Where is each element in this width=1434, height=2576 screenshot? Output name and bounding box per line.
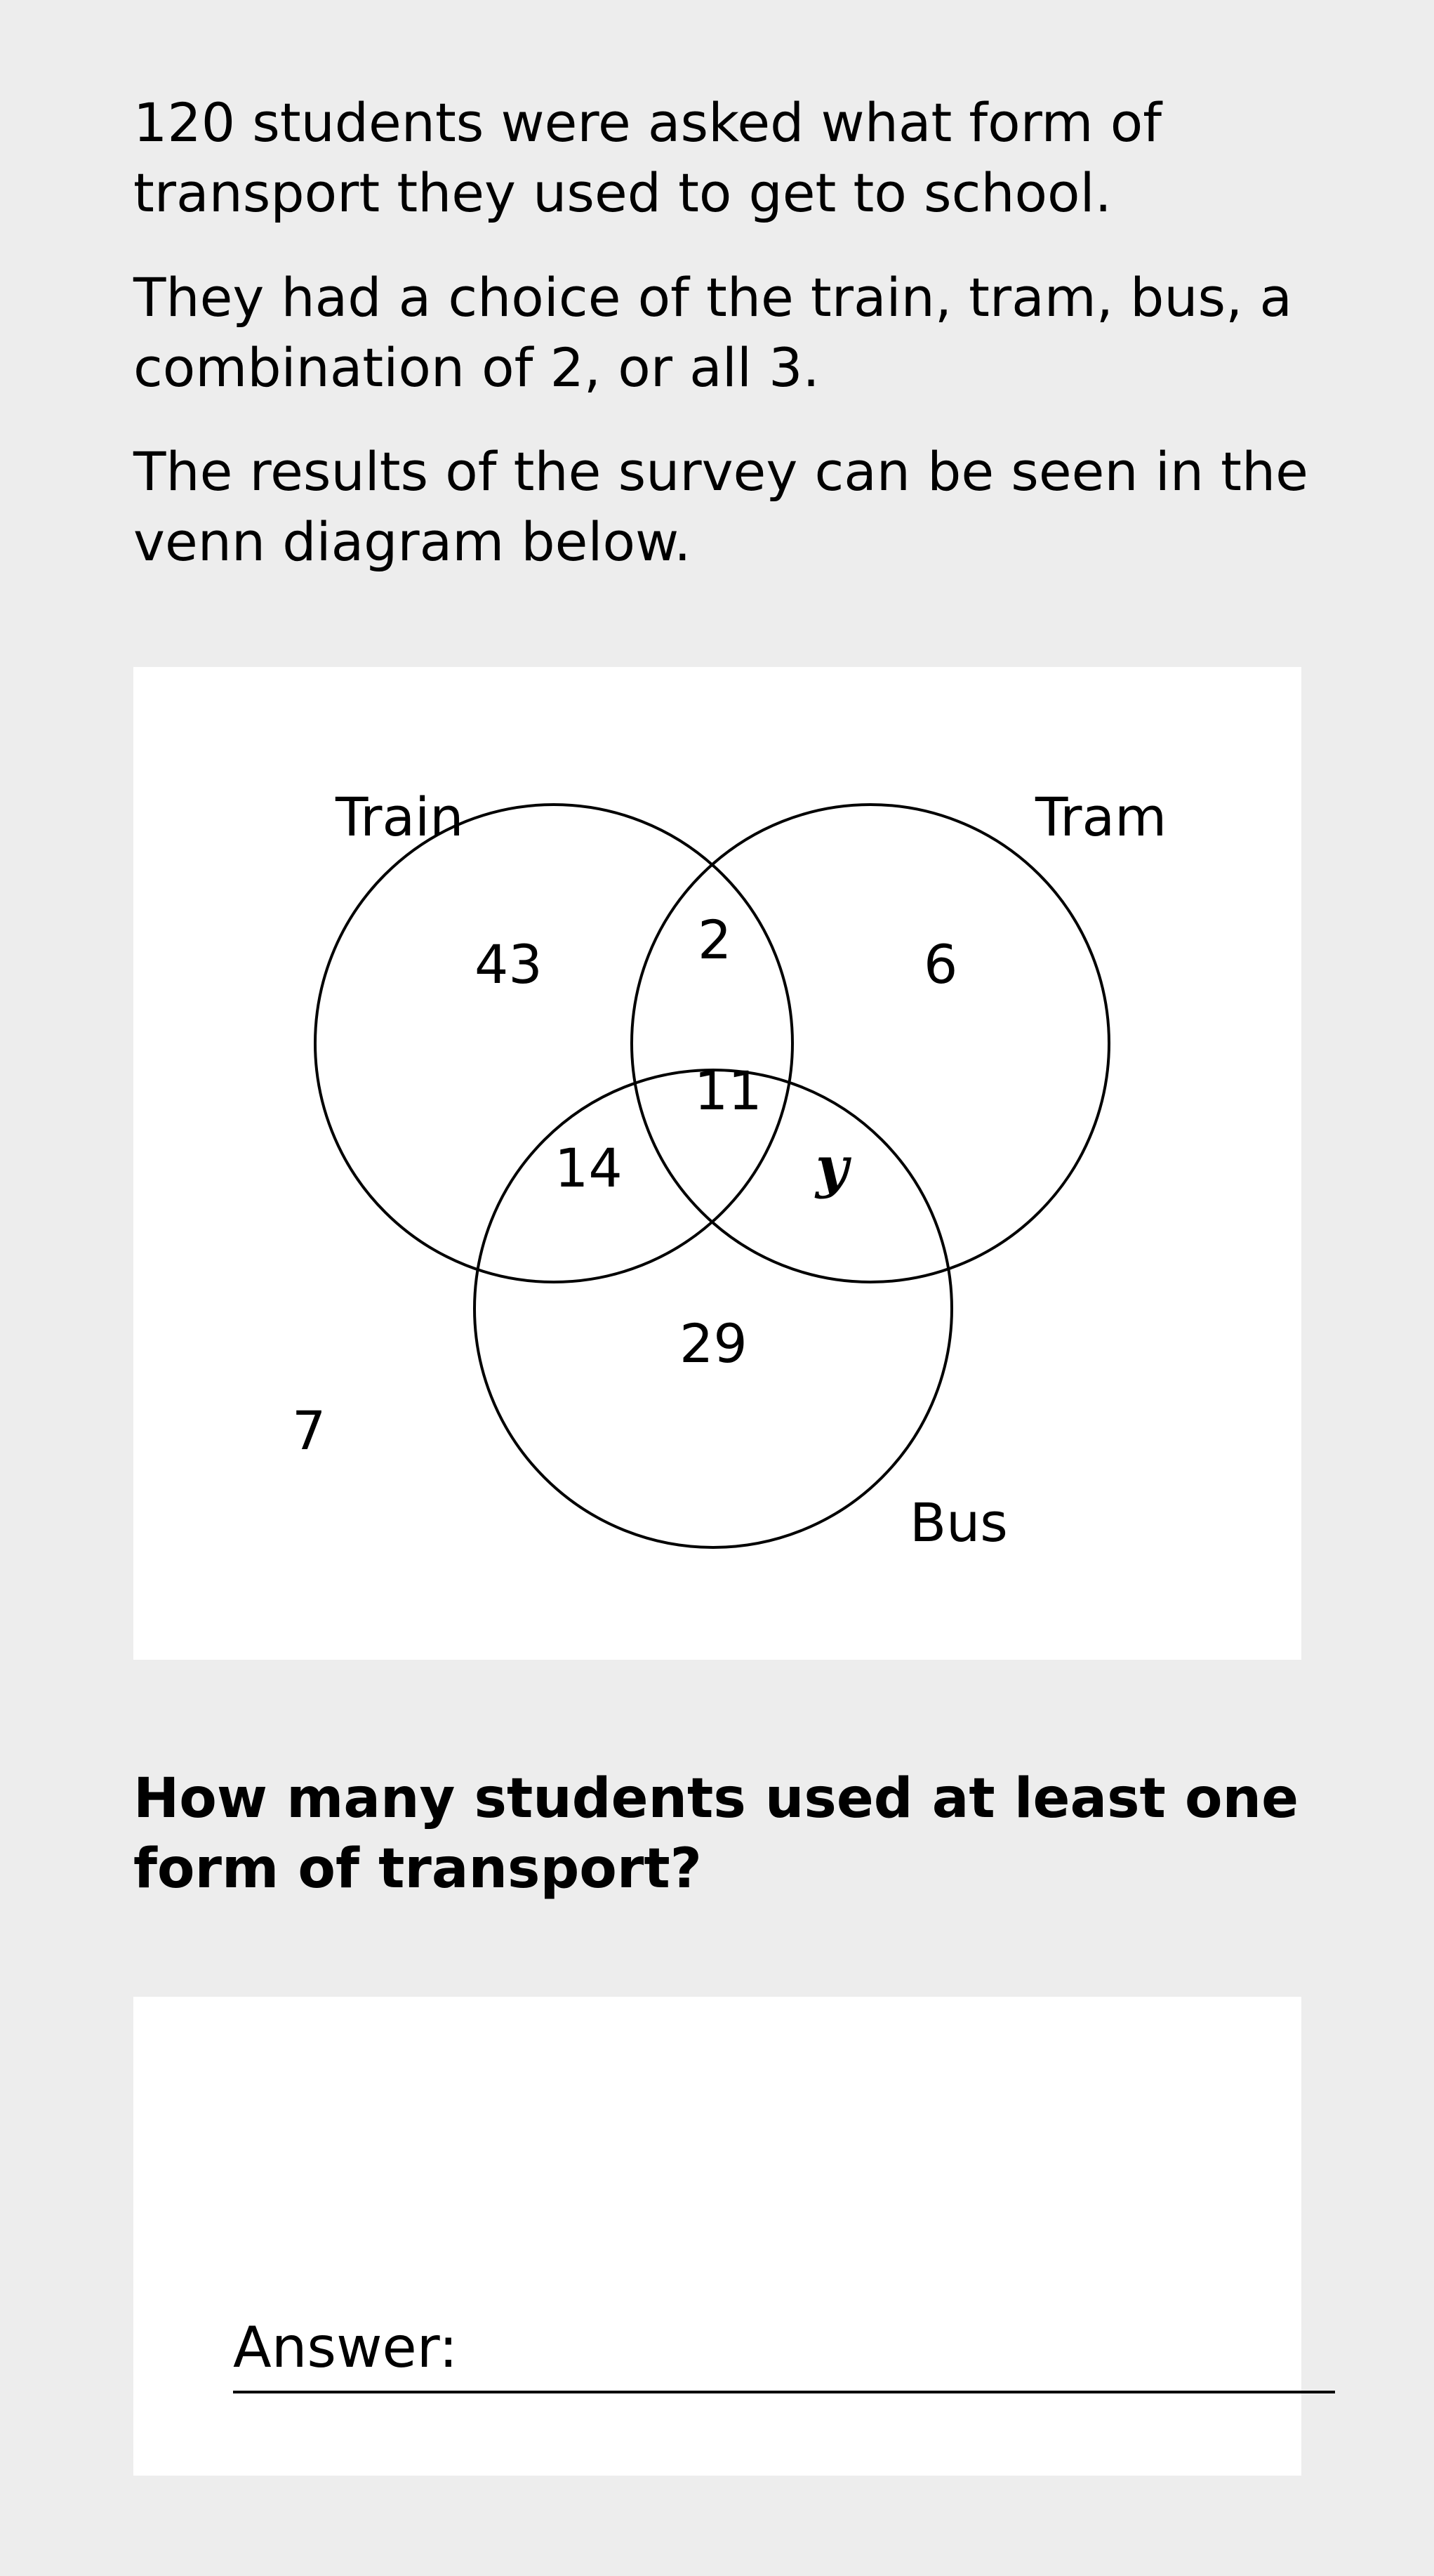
region-bus-only: 29 bbox=[679, 1312, 748, 1375]
tram-circle bbox=[632, 805, 1109, 1282]
answer-label: Answer: bbox=[233, 2315, 458, 2380]
venn-diagram bbox=[133, 667, 1301, 1660]
region-train-bus: 14 bbox=[555, 1137, 623, 1199]
intro-paragraph-1: 120 students were asked what form of transport they used to get to school. bbox=[133, 91, 1162, 224]
tram-label: Tram bbox=[1035, 786, 1167, 848]
answer-input-line[interactable] bbox=[233, 2391, 1335, 2393]
region-tram-bus: y bbox=[816, 1134, 849, 1200]
bus-label: Bus bbox=[910, 1491, 1008, 1554]
region-tram-only: 6 bbox=[924, 933, 958, 996]
region-train-only: 43 bbox=[474, 933, 543, 996]
intro-paragraph-3: The results of the survey can be seen in the venn diagram below. bbox=[133, 440, 1308, 573]
train-label: Train bbox=[336, 786, 464, 848]
question-text: How many students used at least one form of transport? bbox=[133, 1767, 1299, 1901]
region-all-three: 11 bbox=[694, 1059, 762, 1122]
region-train-tram: 2 bbox=[698, 909, 732, 971]
intro-paragraph-2: They had a choice of the train, tram, bus, a combination of 2, or all 3. bbox=[133, 266, 1292, 399]
venn-diagram-card bbox=[133, 667, 1301, 1660]
answer-card bbox=[133, 1997, 1301, 2476]
train-circle bbox=[315, 805, 792, 1282]
region-outside: 7 bbox=[292, 1399, 326, 1462]
bus-circle bbox=[474, 1070, 952, 1547]
